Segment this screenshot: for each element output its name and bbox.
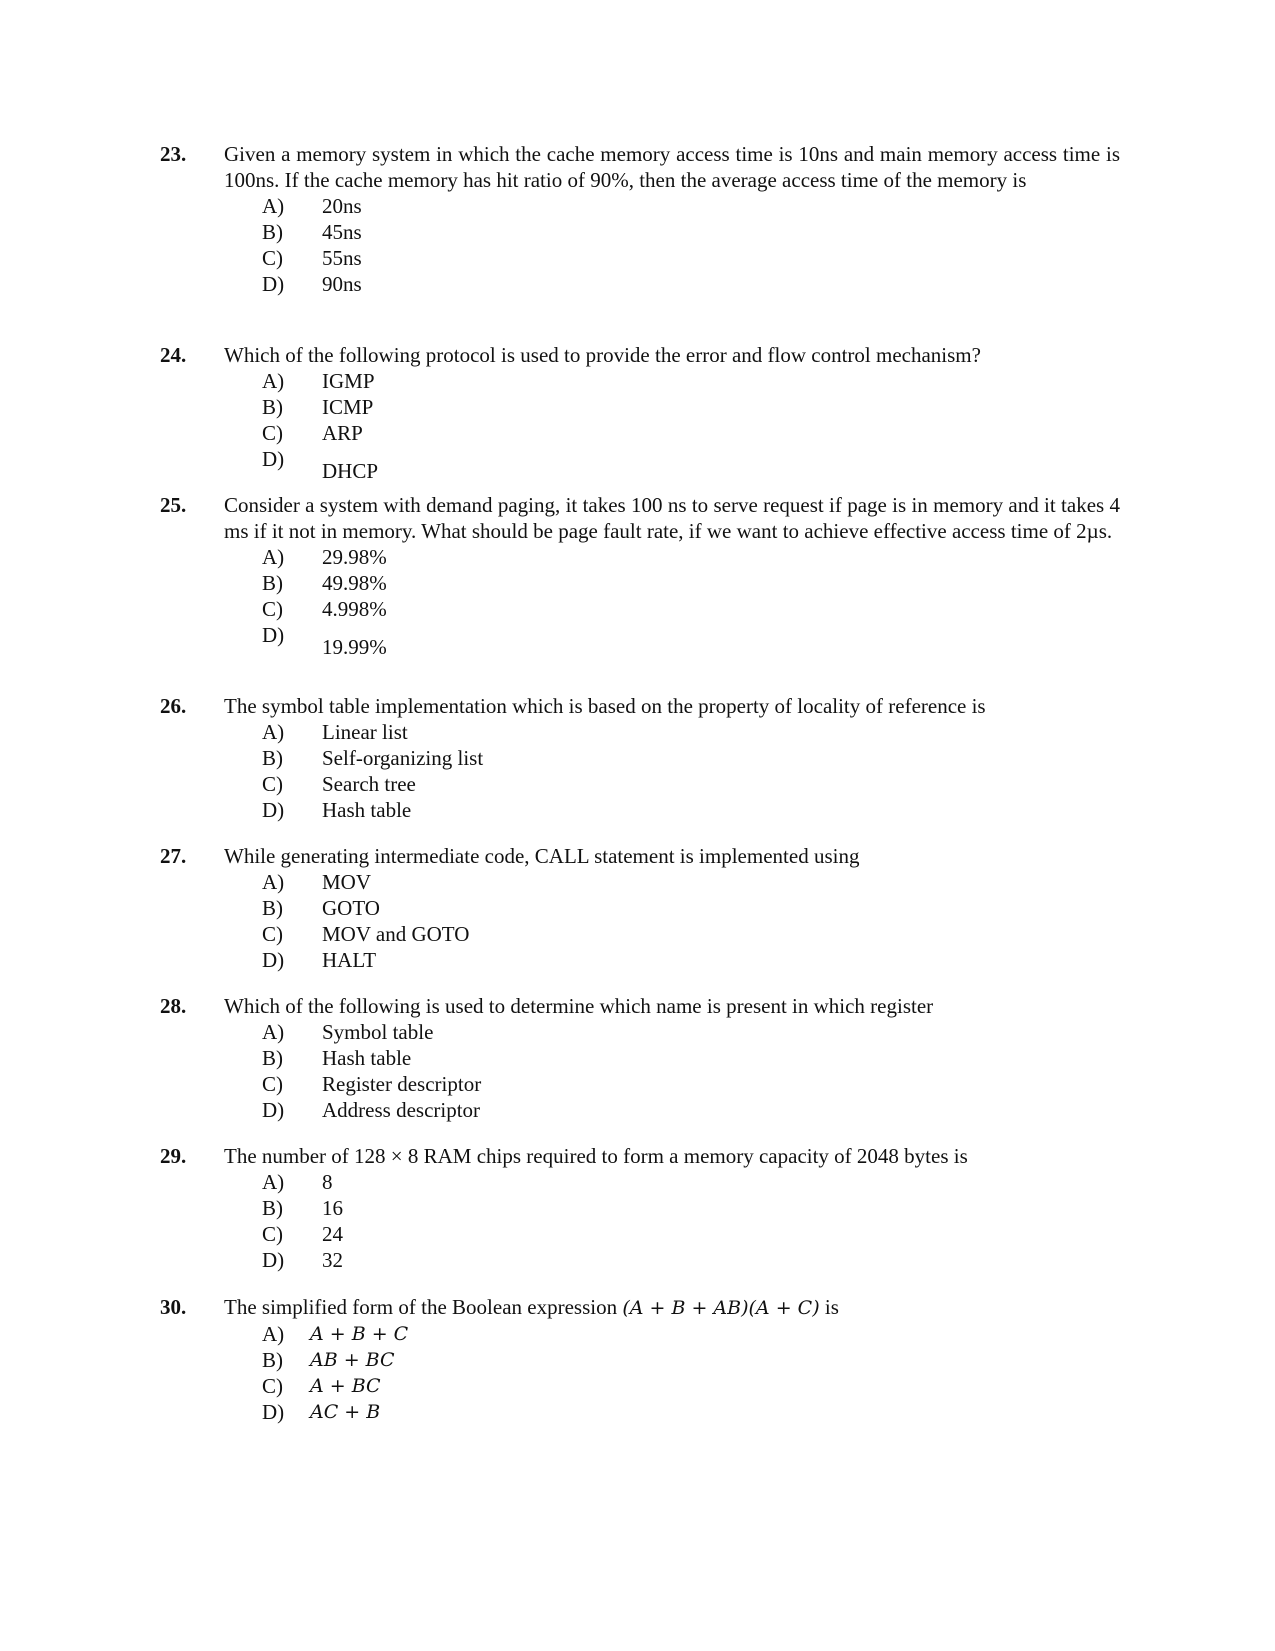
option-value: 20ns [322, 194, 362, 218]
option-value: ARP [322, 421, 363, 445]
option-b[interactable] [160, 1195, 1120, 1221]
option-letter: B) [262, 1196, 283, 1220]
option-value: 4.998% [322, 597, 387, 621]
option-letter: A) [262, 545, 285, 569]
option-letter: A) [262, 1170, 285, 1194]
option-a[interactable] [160, 193, 1120, 219]
option-c[interactable] [160, 921, 1120, 947]
question-text-prefix: The simplified form of the Boolean expression [224, 1295, 623, 1319]
option-d[interactable] [160, 446, 1120, 484]
option-b[interactable] [160, 570, 1120, 596]
option-b[interactable] [160, 745, 1120, 771]
option-letter: A) [262, 1020, 285, 1044]
option-value: Linear list [322, 720, 408, 744]
option-a[interactable] [160, 1169, 1120, 1195]
option-d[interactable] [160, 271, 1120, 297]
option-d[interactable] [160, 622, 1120, 660]
option-c[interactable] [160, 596, 1120, 622]
option-value: 55ns [322, 246, 362, 270]
option-value: Address descriptor [322, 1098, 481, 1122]
option-value: 45ns [322, 220, 362, 244]
option-value: 90ns [322, 272, 362, 296]
option-letter: C) [262, 597, 283, 621]
question-text: Consider a system with demand paging, it takes 100 ns to serve request if page is in memory and it takes 4 ms if it not in memory. What should be page fault rate, if we want to achieve effective access time of 2µs. [224, 493, 1120, 543]
option-value: 8 [322, 1170, 333, 1194]
option-letter: A) [262, 194, 285, 218]
option-list [160, 1321, 1120, 1425]
option-value: MOV [322, 870, 372, 894]
option-value: Hash table [322, 798, 412, 822]
option-letter: C) [262, 246, 283, 270]
option-a[interactable] [160, 1321, 1120, 1347]
option-value: 49.98% [322, 571, 387, 595]
option-letter: A) [262, 720, 285, 744]
option-letter: B) [262, 896, 283, 920]
option-value: Symbol table [322, 1020, 434, 1044]
question-number: 25. [160, 493, 187, 517]
option-list [160, 719, 1120, 823]
option-letter: C) [262, 1374, 283, 1398]
option-letter: D) [262, 623, 285, 647]
question-27 [160, 843, 1120, 973]
option-value: 32 [322, 1248, 343, 1272]
option-letter: D) [262, 798, 285, 822]
question-number: 28. [160, 994, 187, 1018]
question-number: 27. [160, 844, 187, 868]
option-value: ICMP [322, 395, 374, 419]
question-text [224, 1294, 1120, 1321]
option-letter: C) [262, 1072, 283, 1096]
option-value: 19.99% [322, 635, 387, 659]
question-30 [160, 1294, 1120, 1425]
option-value: AB + BC [310, 1349, 395, 1371]
option-value: 16 [322, 1196, 343, 1220]
question-text: Which of the following is used to determine which name is present in which register [224, 994, 934, 1018]
option-a[interactable] [160, 368, 1120, 394]
option-letter: D) [262, 1248, 285, 1272]
option-a[interactable] [160, 719, 1120, 745]
option-value: A + BC [310, 1375, 381, 1397]
option-letter: B) [262, 571, 283, 595]
option-b[interactable] [160, 394, 1120, 420]
option-a[interactable] [160, 1019, 1120, 1045]
option-letter: D) [262, 447, 285, 471]
option-c[interactable] [160, 771, 1120, 797]
option-c[interactable] [160, 1221, 1120, 1247]
option-value: GOTO [322, 896, 380, 920]
option-letter: C) [262, 1222, 283, 1246]
option-b[interactable] [160, 1045, 1120, 1071]
option-letter: A) [262, 870, 285, 894]
option-letter: B) [262, 220, 283, 244]
question-number: 24. [160, 343, 187, 367]
question-text: The number of 128 × 8 RAM chips required to form a memory capacity of 2048 bytes is [224, 1144, 968, 1168]
option-d[interactable] [160, 1399, 1120, 1425]
question-number: 29. [160, 1144, 187, 1168]
option-list [160, 368, 1120, 484]
question-text: Given a memory system in which the cache memory access time is 10ns and main memory access time is 100ns. If the cache memory has hit ratio of 90%, then the average access time of the memory is [224, 142, 1120, 192]
question-26 [160, 693, 1120, 823]
question-29 [160, 1143, 1120, 1273]
option-d[interactable] [160, 947, 1120, 973]
option-letter: B) [262, 746, 283, 770]
option-value: Search tree [322, 772, 416, 796]
option-value: HALT [322, 948, 377, 972]
option-letter: A) [262, 1322, 285, 1346]
question-number: 26. [160, 694, 187, 718]
option-list [160, 544, 1120, 660]
option-b[interactable] [160, 1347, 1120, 1373]
question-text: While generating intermediate code, CALL statement is implemented using [224, 844, 860, 868]
option-value: Self-organizing list [322, 746, 484, 770]
option-c[interactable] [160, 245, 1120, 271]
option-value: A + B + C [310, 1323, 409, 1345]
question-number: 30. [160, 1295, 187, 1319]
option-b[interactable] [160, 895, 1120, 921]
question-24 [160, 342, 1120, 484]
option-d[interactable] [160, 797, 1120, 823]
option-value: DHCP [322, 459, 379, 483]
option-b[interactable] [160, 219, 1120, 245]
option-letter: C) [262, 772, 283, 796]
question-text: Which of the following protocol is used to provide the error and flow control mechanism? [224, 343, 981, 367]
option-value: AC + B [310, 1401, 381, 1423]
question-23 [160, 141, 1120, 297]
option-list [160, 1169, 1120, 1273]
option-c[interactable] [160, 1071, 1120, 1097]
option-letter: B) [262, 1348, 283, 1372]
option-letter: D) [262, 948, 285, 972]
option-letter: D) [262, 1098, 285, 1122]
option-a[interactable] [160, 544, 1120, 570]
option-letter: D) [262, 272, 285, 296]
question-text-suffix: is [819, 1295, 839, 1319]
question-number: 23. [160, 142, 187, 166]
question-25 [160, 492, 1120, 660]
question-28 [160, 993, 1120, 1123]
option-letter: B) [262, 395, 283, 419]
option-value: 29.98% [322, 545, 387, 569]
option-d[interactable] [160, 1247, 1120, 1273]
option-value: MOV and GOTO [322, 922, 470, 946]
option-value: 24 [322, 1222, 343, 1246]
option-letter: C) [262, 922, 283, 946]
option-list [160, 869, 1120, 973]
option-list [160, 193, 1120, 297]
option-letter: D) [262, 1400, 285, 1424]
boolean-expression: (A + B + AB)(A + C) [622, 1297, 820, 1319]
question-text: The symbol table implementation which is based on the property of locality of reference is [224, 694, 986, 718]
option-letter: A) [262, 369, 285, 393]
option-d[interactable] [160, 1097, 1120, 1123]
option-c[interactable] [160, 1373, 1120, 1399]
option-letter: C) [262, 421, 283, 445]
option-c[interactable] [160, 420, 1120, 446]
option-letter: B) [262, 1046, 283, 1070]
option-a[interactable] [160, 869, 1120, 895]
option-value: Hash table [322, 1046, 412, 1070]
option-value: Register descriptor [322, 1072, 482, 1096]
option-list [160, 1019, 1120, 1123]
option-value: IGMP [322, 369, 375, 393]
